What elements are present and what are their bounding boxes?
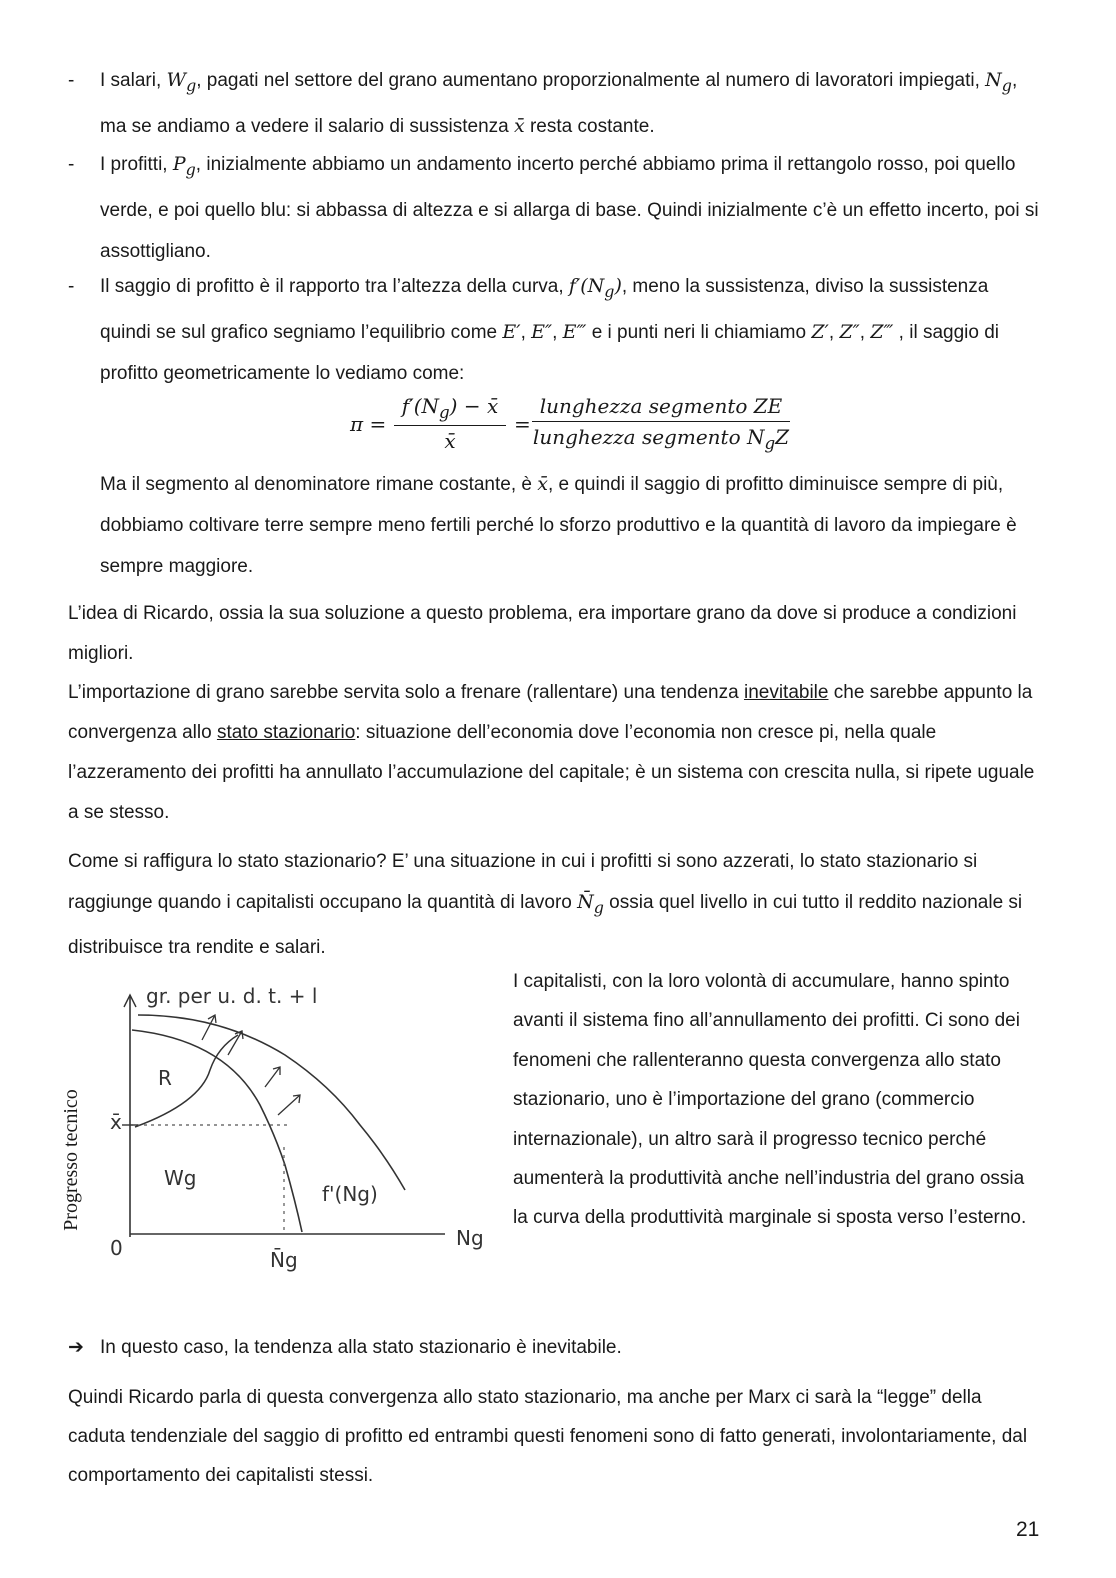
- bullet-dash: -: [68, 154, 75, 175]
- fraction-right-denominator: lunghezza segmento $N_gZ$: [532, 425, 790, 453]
- bullet-text: Il saggio di profitto è il rapporto tra l’altezza della curva, $f'(N_g)$, meno la sussistenza, diviso la sussistenza quindi se sul grafico segniamo l’equilibrio come E′, E″, E‴ e i punti neri li chiamiamo Z′, Z″, Z‴ , il saggio di profitto geometricamente lo vediamo come:: [100, 275, 1000, 384]
- region-r-label: R: [158, 1066, 172, 1090]
- bullet-text: I profitti, $P_g$, inizialmente abbiamo un andamento incerto perché abbiamo prima il rettangolo rosso, poi quello verde, e poi quello blu: si abbassa di altezza e si allarga di base. Quindi inizialmente c’è un effetto incerto, poi si assottigliano.: [100, 153, 1039, 262]
- arrow-item: [68, 1328, 1043, 1367]
- fraction-right: [532, 394, 790, 453]
- paragraph-ricardo-idea: L’idea di Ricardo, ossia la sua soluzione a questo problema, era importare grano da dove si produce a condizioni migliori.: [68, 603, 1017, 664]
- fraction-left: [394, 394, 506, 453]
- fraction-left-denominator: x̄: [444, 429, 456, 453]
- region-wg-label: Wg: [164, 1166, 197, 1190]
- formula-equals: =: [514, 412, 531, 436]
- bullet-text: I salari, $W_g$, pagati nel settore del grano aumentano proporzionalmente al numero di lavoratori impiegati, $N_g$, ma se andiamo a vedere il salario di sussistenza x̄ resta costante.: [100, 69, 1018, 137]
- progresso-tecnico-label: Progresso tecnico: [60, 1089, 82, 1231]
- side-text: I capitalisti, con la loro volontà di accumulare, hanno spinto avanti il sistema fino all’annullamento dei profitti. Ci sono dei fenomeni che rallenteranno questa convergenza allo stato stazionario, uno è l’importazione del grano (commercio internazionale), un altro sarà il progresso tecnico perché aumenterà la produttività anche nell’industria del grano ossia la curva della produttività marginale si sposta verso l’esterno.: [513, 971, 1027, 1229]
- formula-lhs: π =: [350, 412, 387, 436]
- y-axis-label: gr. per u. d. t. + l: [146, 984, 318, 1008]
- paragraph-importazione: L’importazione di grano sarebbe servita solo a frenare (rallentare) una tendenza inevitabile che sarebbe appunto la convergenza allo stato stazionario: situazione dell’economia dove l’economia non cresce pi, nella quale l’azzeramento dei profitti ha annullato l’accumulazione del capitale; è un sistema con crescita nulla, si ripete uguale a se stesso.: [68, 682, 1035, 823]
- x-axis-label: Ng: [456, 1226, 484, 1250]
- curve-f-label: f'(Ng): [322, 1182, 378, 1206]
- shift-arrows: [202, 1015, 300, 1115]
- average-product-curve: [135, 1035, 238, 1127]
- fraction-right-numerator: lunghezza segmento ZE: [532, 394, 790, 422]
- profit-rate-formula: [350, 394, 810, 458]
- paragraph-stato-stazionario: Come si raffigura lo stato stazionario? E’ una situazione in cui i profitti si sono azzerati, lo stato stazionario si raggiunge quando i capitalisti occupano la quantità di lavoro $N̄_g$ ossia quel livello in cui tutto il reddito nazionale si distribuisce tra rendite e salari.: [68, 851, 1023, 958]
- stationary-state-diagram: [60, 975, 500, 1295]
- formula-explanation-text: Ma il segmento al denominatore rimane costante, è x̄, e quindi il saggio di profitto diminuisce sempre di più, dobbiamo coltivare terre sempre meno fertili perché lo sforzo produttivo e la quantità di lavoro da impiegare è sempre maggiore.: [100, 473, 1017, 577]
- origin-label: 0: [110, 1236, 123, 1260]
- marginal-productivity-curve-inner: [132, 1030, 302, 1232]
- page-number: 21: [1016, 1518, 1040, 1541]
- arrow-item-text: In questo caso, la tendenza alla stato stazionario è inevitabile.: [100, 1337, 622, 1358]
- n-bar-label: N̄g: [270, 1248, 298, 1272]
- marginal-productivity-curve-outer: [138, 1015, 405, 1190]
- bullet-dash: -: [68, 276, 75, 297]
- paragraph-closing: Quindi Ricardo parla di questa convergenza allo stato stazionario, ma anche per Marx ci sarà la “legge” della caduta tendenziale del saggio di profitto ed entrambi questi fenomeni sono di fatto generati, involontariamente, dal comportamento dei capitalisti stessi.: [68, 1387, 1028, 1486]
- bullet-dash: -: [68, 70, 75, 91]
- fraction-left-numerator: $f'(N_g)$ − x̄: [394, 394, 506, 426]
- arrow-right-icon: ➔: [68, 1336, 84, 1358]
- x-bar-label: x̄: [110, 1110, 122, 1134]
